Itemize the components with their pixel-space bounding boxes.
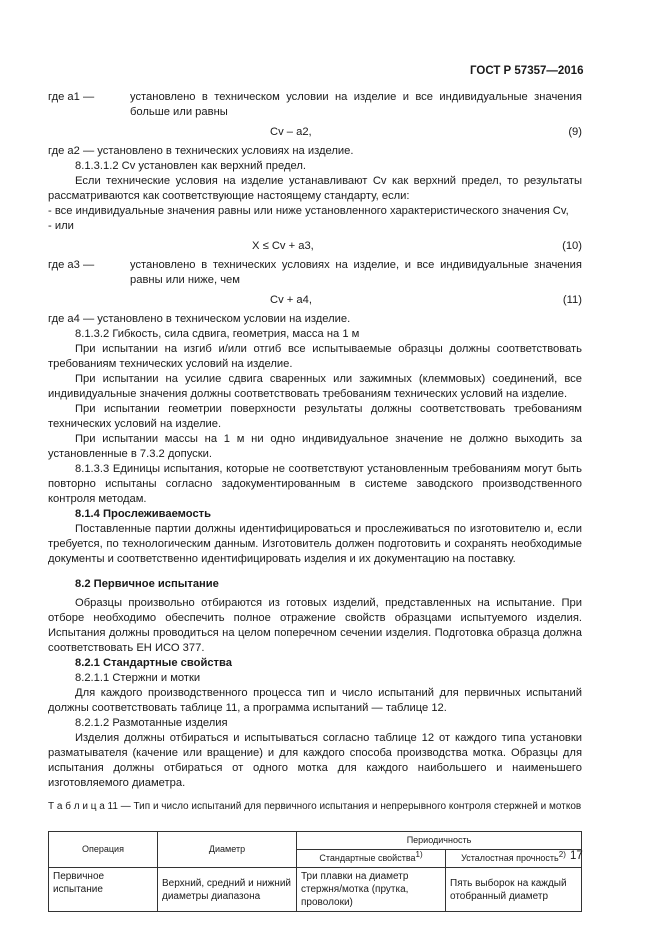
- where-a4: где a4 — установлено в техническом условии на изделие.: [48, 313, 351, 325]
- header-fatigue-label: Усталостная прочность: [461, 853, 559, 863]
- header-operation: Операция: [49, 832, 158, 868]
- standard-number: ГОСТ Р 57357—2016: [470, 65, 584, 77]
- equation-10: [48, 234, 582, 258]
- equation-10-expr: X ≤ Cv + a3,: [252, 240, 314, 252]
- equation-9-expr: Cv – a2,: [270, 126, 312, 138]
- equation-11: [48, 288, 582, 312]
- paragraph-each-process: Для каждого производственного процесса тип и число испытаний для первичных испытаний должны соответствовать таблице 11, а программа испытаний — таблице 12.: [48, 687, 582, 714]
- clause-8-2-1-1: 8.2.1.1 Стержни и мотки: [75, 672, 201, 684]
- clause-8-2-1-2: 8.2.1.2 Размотанные изделия: [75, 717, 228, 729]
- paragraph-traceability: Поставленные партии должны идентифицироваться и прослеживаться по изготовителю и, если требуется, по технологическим данным. Изготовитель должен подготовить и сохранять необходимые документы и соответственно идентифицировать изделия и их документацию на поставку.: [48, 523, 582, 565]
- cell-operation: Первичное испытание: [49, 868, 158, 912]
- where-a3: [48, 258, 582, 288]
- header-diameter: Диаметр: [158, 832, 297, 868]
- cell-standard: Три плавки на диаметр стержня/мотка (прутка, проволоки): [297, 868, 446, 912]
- paragraph-mass: При испытании массы на 1 м ни одно индивидуальное значение не должно выходить за установленные в 7.3.2 допуски.: [48, 433, 582, 460]
- table-caption-text: — Тип и число испытаний для первичного испытания и непрерывного контроля стержней и мотков: [117, 801, 582, 812]
- paragraph-if-tech: Если технические условия на изделие устанавливают Cv как верхний предел, то результаты рассматриваются как соответствующие настоящему стандарту, если:: [48, 175, 582, 202]
- table-11: [48, 831, 582, 912]
- heading-8-2: 8.2 Первичное испытание: [75, 578, 219, 590]
- paragraph-geometry: При испытании геометрии поверхности результаты должны соответствовать требованиям технических условий на изделие.: [48, 403, 582, 430]
- where-a1-text: установлено в техническом условии на изделие и все индивидуальные значения больше или равны: [130, 91, 582, 118]
- table-caption: [48, 799, 582, 814]
- clause-8-1-3-2: 8.1.3.2 Гибкость, сила сдвига, геометрия, масса на 1 м: [75, 328, 360, 340]
- table-row: [49, 868, 582, 912]
- where-a3-text: установлено в технических условиях на изделие, и все индивидуальные значения равны или ниже, чем: [130, 259, 582, 286]
- equation-10-number: (10): [562, 240, 582, 252]
- equation-9: [48, 120, 582, 144]
- clause-8-1-3-1-2: 8.1.3.1.2 Cv установлен как верхний предел.: [75, 160, 306, 172]
- paragraph-bend: При испытании на изгиб и/или отгиб все испытываемые образцы должны соответствовать требованиям технических условий на изделие.: [48, 343, 582, 370]
- header-fatigue-strength: [446, 850, 582, 868]
- header-fatigue-note: 2): [558, 850, 566, 859]
- where-a1-label: где a1 —: [48, 91, 95, 103]
- heading-8-2-1: 8.2.1 Стандартные свойства: [75, 657, 232, 669]
- page-number: 17: [570, 850, 583, 862]
- paragraph-unwound: Изделия должны отбираться и испытываться согласно таблице 12 от каждого типа установки разматывателя (качение или вращение) и для каждого способа производства мотка. Образцы для испытания должны отбираться от одного мотка для каждого наибольшего и наименьшего изготовляемого диаметра.: [48, 732, 582, 789]
- cell-diameter: Верхний, средний и нижний диаметры диапазона: [158, 868, 297, 912]
- paragraph-shear: При испытании на усилие сдвига сваренных или зажимных (клеммовых) соединений, все индивидуальные значения должны соответствовать требованиям технических условий на изделие.: [48, 373, 582, 400]
- header-standard-note: 1): [415, 850, 423, 859]
- equation-11-number: (11): [562, 294, 582, 306]
- header-periodicity: Периодичность: [297, 832, 582, 850]
- table-caption-label: Т а б л и ц а 11: [48, 801, 118, 812]
- header-standard-properties: [297, 850, 446, 868]
- document-body: [48, 90, 582, 912]
- equation-11-expr: Cv + a4,: [270, 294, 312, 306]
- clause-8-1-3-3: 8.1.3.3 Единицы испытания, которые не соответствуют установленным требованиям могут быть повторно испытаны согласно задокументированным в системе заводского производственного контроля методам.: [48, 463, 582, 505]
- where-a1: [48, 90, 582, 120]
- paragraph-samples: Образцы произвольно отбираются из готовых изделий, представленных на испытание. При отборе необходимо обеспечить полное отражение свойств образцами испытуемого изделия. Испытания должны проводиться на целом поперечном сечении изделия. Подготовка образца должна соответствовать ЕН ИСО 377.: [48, 597, 582, 654]
- bullet-2: - или: [48, 220, 74, 232]
- header-standard-label: Стандартные свойства: [319, 853, 416, 863]
- where-a2: где a2 — установлено в технических условиях на изделие.: [48, 145, 354, 157]
- heading-8-1-4: 8.1.4 Прослеживаемость: [75, 508, 212, 520]
- where-a3-label: где a3 —: [48, 259, 95, 271]
- bullet-1: - все индивидуальные значения равны или ниже установленного характеристического значения Cv,: [48, 205, 569, 217]
- equation-9-number: (9): [568, 126, 582, 138]
- cell-fatigue: Пять выборок на каждый отобранный диаметр: [446, 868, 582, 912]
